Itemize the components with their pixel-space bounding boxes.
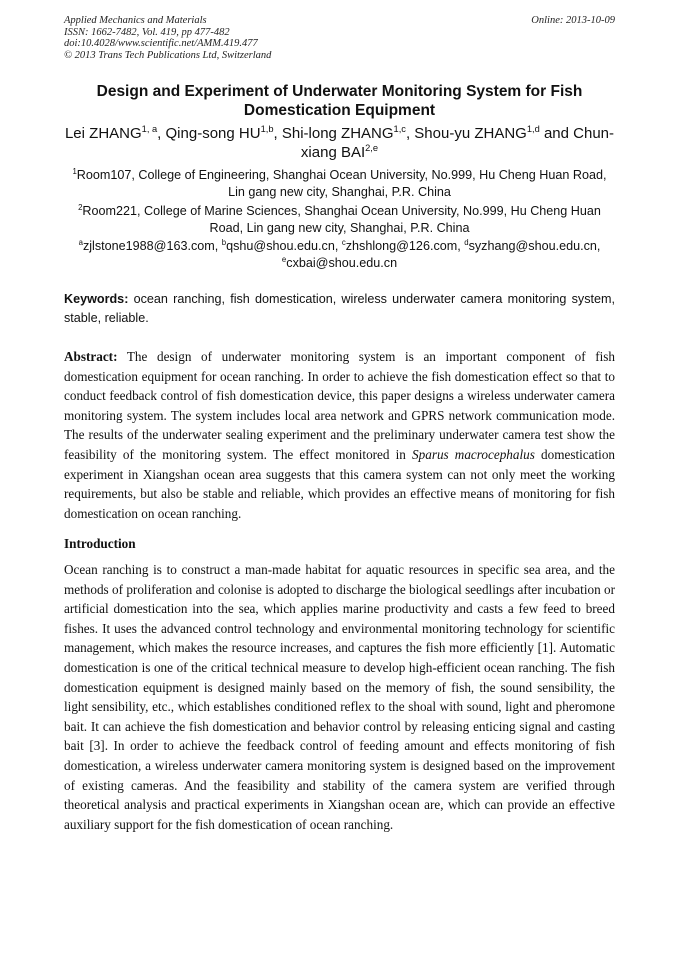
keywords-label: Keywords: [64,292,129,306]
online-date: Online: 2013-10-09 [531,15,615,26]
email-sup: b [221,237,227,247]
author-sup: 1,b [260,124,274,134]
email-sep: , [214,239,222,253]
email-link[interactable]: zjlstone1988@163.com [82,239,215,253]
journal-doi: doi:10.4028/www.scientific.net/AMM.419.477 [64,38,258,50]
journal-copyright: © 2013 Trans Tech Publications Ltd, Switzerland [64,49,272,61]
author [65,125,166,142]
author-sep: and [539,125,574,142]
author-sup: 1, a [141,124,158,134]
author-name: Shi-long ZHANG [281,125,394,142]
journal-name: Applied Mechanics and Materials [64,15,207,26]
author-name: Lei ZHANG [64,125,142,142]
paper-title: Design and Experiment of Underwater Monitoring System for Fish Domestication Equipment [96,83,583,119]
email-sep: , [334,239,342,253]
author-name: Chun-xiang BAI [300,125,615,161]
email-sup: d [464,237,469,247]
journal-header [64,15,615,61]
introduction-text: Ocean ranching is to construct a man-made habitat for aquatic resources in specific sea area, and the methods of proliferation and colonise is adopted to discharge the biological seedlings after incubation or artificial domestication into the sea, which applies marine productivity and casts a few feed to breed fishes. It uses the advanced control technology and environmental monitoring technology for scientific management, which makes the resource increases, and captures the fish more efficiently [1]. Automatic domestication is one of the critical technical measure to develop high-efficient ocean ranching. The fish domestication equipment is designed mainly based on the memory of fish, the sound sensibility, the light sensibility, etc., which establishes conditioned reflex to the shoal with sound, light and pheromone bait. It can achieve the fish domestication and behavior control by releasing enticing signal and casting bait [3]. In order to achieve the feedback control of feeding amount and effects monitoring of fish domestication, a wireless underwater camera monitoring system is designed based on the improvement of existing cameras. And the feasibility and stability of the camera system are verified through theoretical analysis and practical experiments in Xiangshan ocean are, which can provide an effective auxiliary support for the fish domestication of ocean ranching. [64,562,615,832]
email-link[interactable]: syzhang@shou.edu.cn [468,239,597,253]
email-link[interactable]: zhshlong@126.com [345,239,458,253]
affiliation-sup: 1 [72,166,77,176]
abstract-species: Sparus macrocephalus [412,446,535,462]
author-sep: , [273,125,282,142]
abstract-text-1: The design of underwater monitoring system is an important component of fish domestication equipment for ocean ranching. In order to achieve the fish domestication effect so that to conduct feedback control of fish domestication device, this paper designs a wireless underwater camera monitoring system. The system includes local area network and GPRS network communication mode. The results of the underwater sealing experiment and the preliminary underwater camera test show the feasibility of the monitoring system. The effect monitored in [64,349,616,462]
email-link[interactable]: qshu@shou.edu.cn [226,239,335,253]
email-list [64,238,615,272]
affiliation-1 [64,167,615,201]
email-sup: a [78,237,83,247]
abstract [64,347,615,523]
author [282,125,414,142]
author-sup: 1,d [526,124,540,134]
abstract-label: Abstract: [64,349,118,364]
affiliation-2 [64,203,615,237]
affiliation-sup: 2 [78,202,83,212]
email-sep: , [457,239,465,253]
author-sep: , [405,125,415,142]
email-link[interactable]: cxbai@shou.edu.cn [286,255,398,270]
author-sup: 2,e [365,143,379,153]
email-sup: c [341,237,346,247]
affiliation-text: Room107, College of Engineering, Shanghai Ocean University, No.999, Hu Cheng Huan Road, Lin gang new city, Shanghai, P.R. China [76,168,607,199]
author-name: Qing-song HU [165,125,261,142]
author-list [64,124,615,162]
email-sep: , [596,239,601,253]
author [166,125,282,142]
author [414,125,573,142]
email-sup: e [281,254,287,264]
abstract-text-2: domestication experiment in Xiangshan ocean area suggests that this camera system can not only meet the working requirements, but also be stable and reliable, which provides an effective means of monitoring for fish domestication on ocean ranching. [64,446,616,521]
introduction-heading: Introduction [64,536,136,551]
journal-issn: ISSN: 1662-7482, Vol. 419, pp 477-482 [64,26,230,38]
keywords-text: ocean ranching, fish domestication, wireless underwater camera monitoring system, stable, reliable. [64,292,615,325]
author-sup: 1,c [393,124,406,134]
author-name: Shou-yu ZHANG [414,125,527,142]
keywords [64,290,615,328]
affiliation-text: Room221, College of Marine Sciences, Shanghai Ocean University, No.999, Hu Cheng Huan Road, Lin gang new city, Shanghai, P.R. China [82,204,601,235]
author-sep: , [157,125,166,142]
